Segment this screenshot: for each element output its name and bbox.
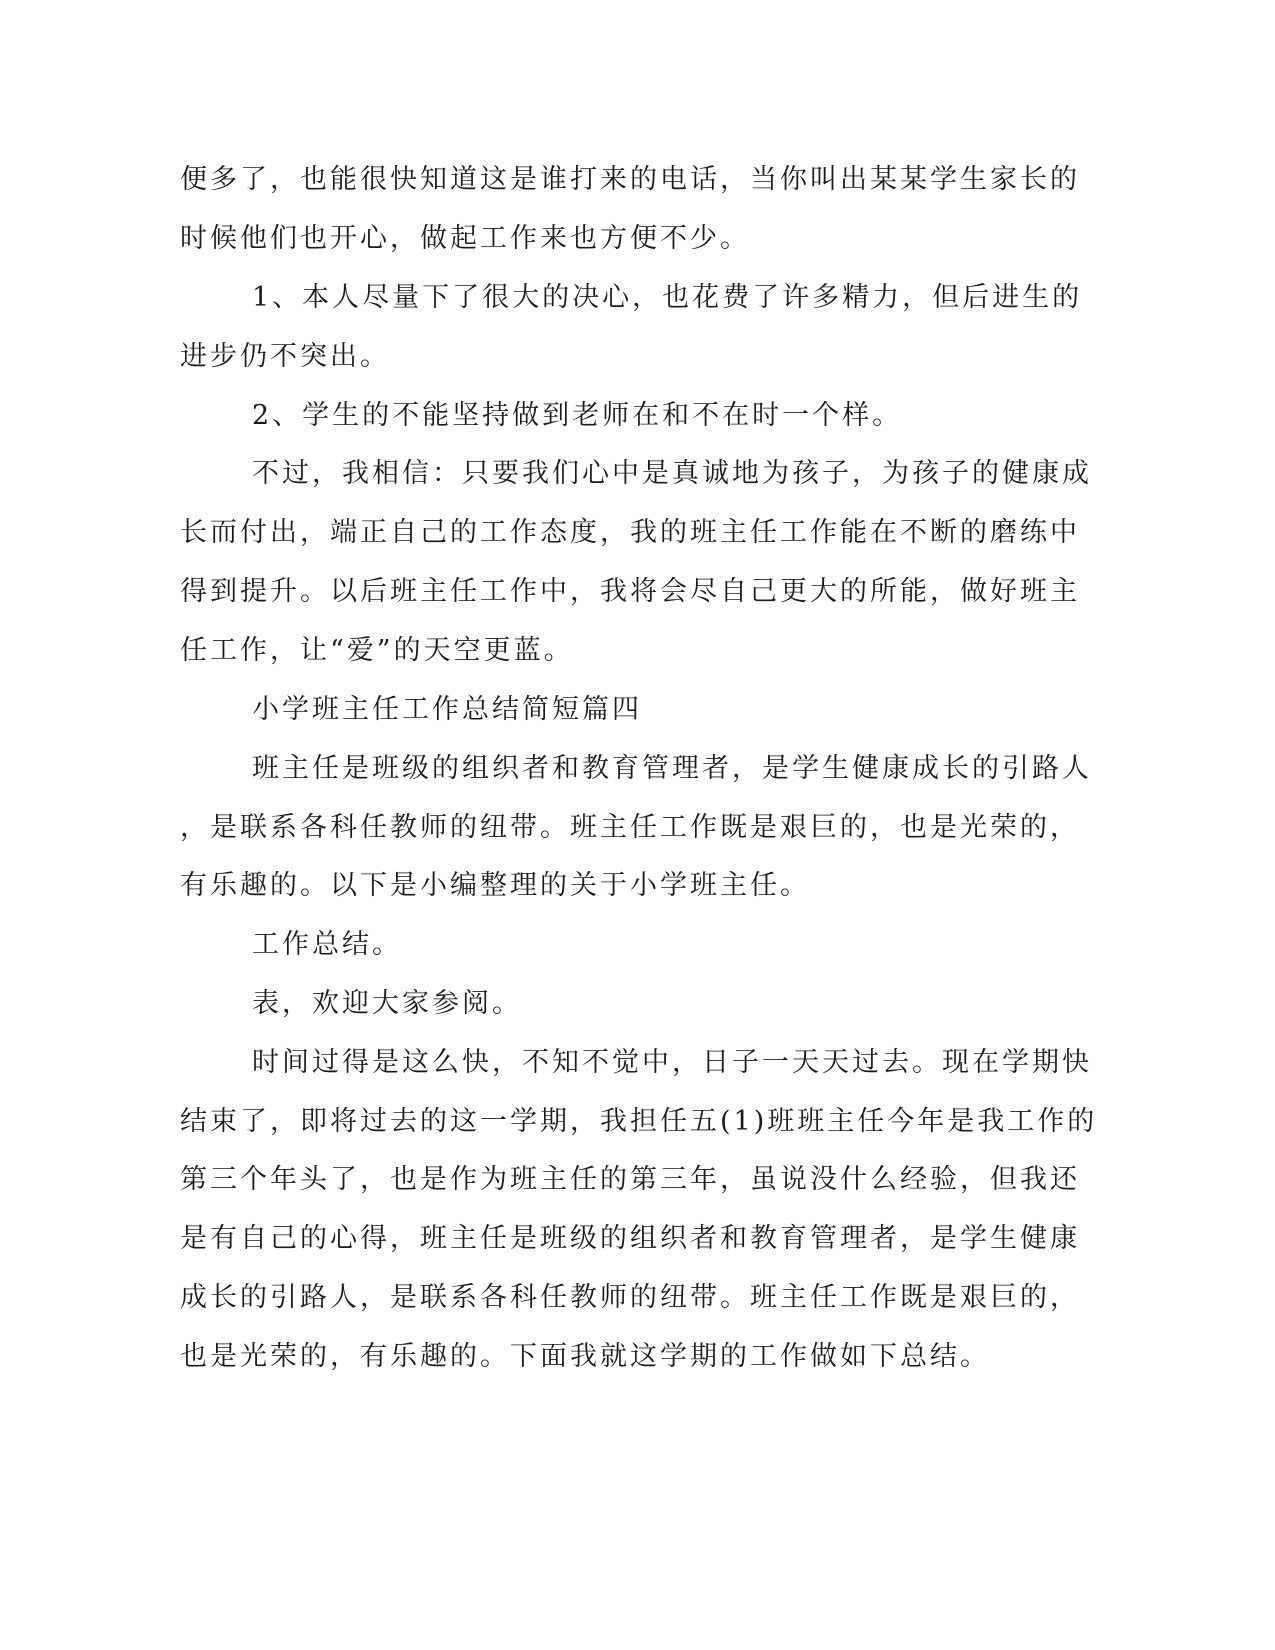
text-line: 时间过得是这么快，不知不觉中，日子一天天过去。现在学期快 bbox=[252, 1047, 1092, 1078]
text-line: 工作总结。 bbox=[252, 929, 402, 960]
text-line: 也是光荣的，有乐趣的。下面我就这学期的工作做如下总结。 bbox=[180, 1341, 990, 1372]
text-line: ，是联系各科任教师的纽带。班主任工作既是艰巨的，也是光荣的， bbox=[180, 812, 1080, 843]
text-line: 任工作，让“爱”的天空更蓝。 bbox=[180, 635, 574, 666]
text-line: 时候他们也开心，做起工作来也方便不少。 bbox=[180, 223, 750, 254]
text-line: 是有自己的心得，班主任是班级的组织者和教育管理者，是学生健康 bbox=[180, 1223, 1080, 1254]
text-line: 有乐趣的。以下是小编整理的关于小学班主任。 bbox=[180, 870, 810, 901]
text-line: 得到提升。以后班主任工作中，我将会尽自己更大的所能，做好班主 bbox=[180, 576, 1080, 607]
text-line: 长而付出，端正自己的工作态度，我的班主任工作能在不断的磨练中 bbox=[180, 517, 1080, 548]
text-line: 结束了，即将过去的这一学期，我担任五(1)班班主任今年是我工作的 bbox=[180, 1106, 1098, 1137]
section-heading: 小学班主任工作总结简短篇四 bbox=[252, 694, 642, 725]
text-line: 进步仍不突出。 bbox=[180, 341, 390, 372]
text-line: 第三个年头了，也是作为班主任的第三年，虽说没什么经验，但我还 bbox=[180, 1164, 1080, 1195]
text-line: 成长的引路人，是联系各科任教师的纽带。班主任工作既是艰巨的， bbox=[180, 1282, 1080, 1313]
text-line: 2、学生的不能坚持做到老师在和不在时一个样。 bbox=[252, 400, 903, 431]
text-line: 班主任是班级的组织者和教育管理者，是学生健康成长的引路人 bbox=[252, 753, 1092, 784]
text-line: 1、本人尽量下了很大的决心，也花费了许多精力，但后进生的 bbox=[252, 282, 1083, 313]
text-line: 不过，我相信：只要我们心中是真诚地为孩子，为孩子的健康成 bbox=[252, 458, 1092, 489]
text-line: 表，欢迎大家参阅。 bbox=[252, 988, 522, 1019]
text-line: 便多了，也能很快知道这是谁打来的电话，当你叫出某某学生家长的 bbox=[180, 164, 1080, 195]
